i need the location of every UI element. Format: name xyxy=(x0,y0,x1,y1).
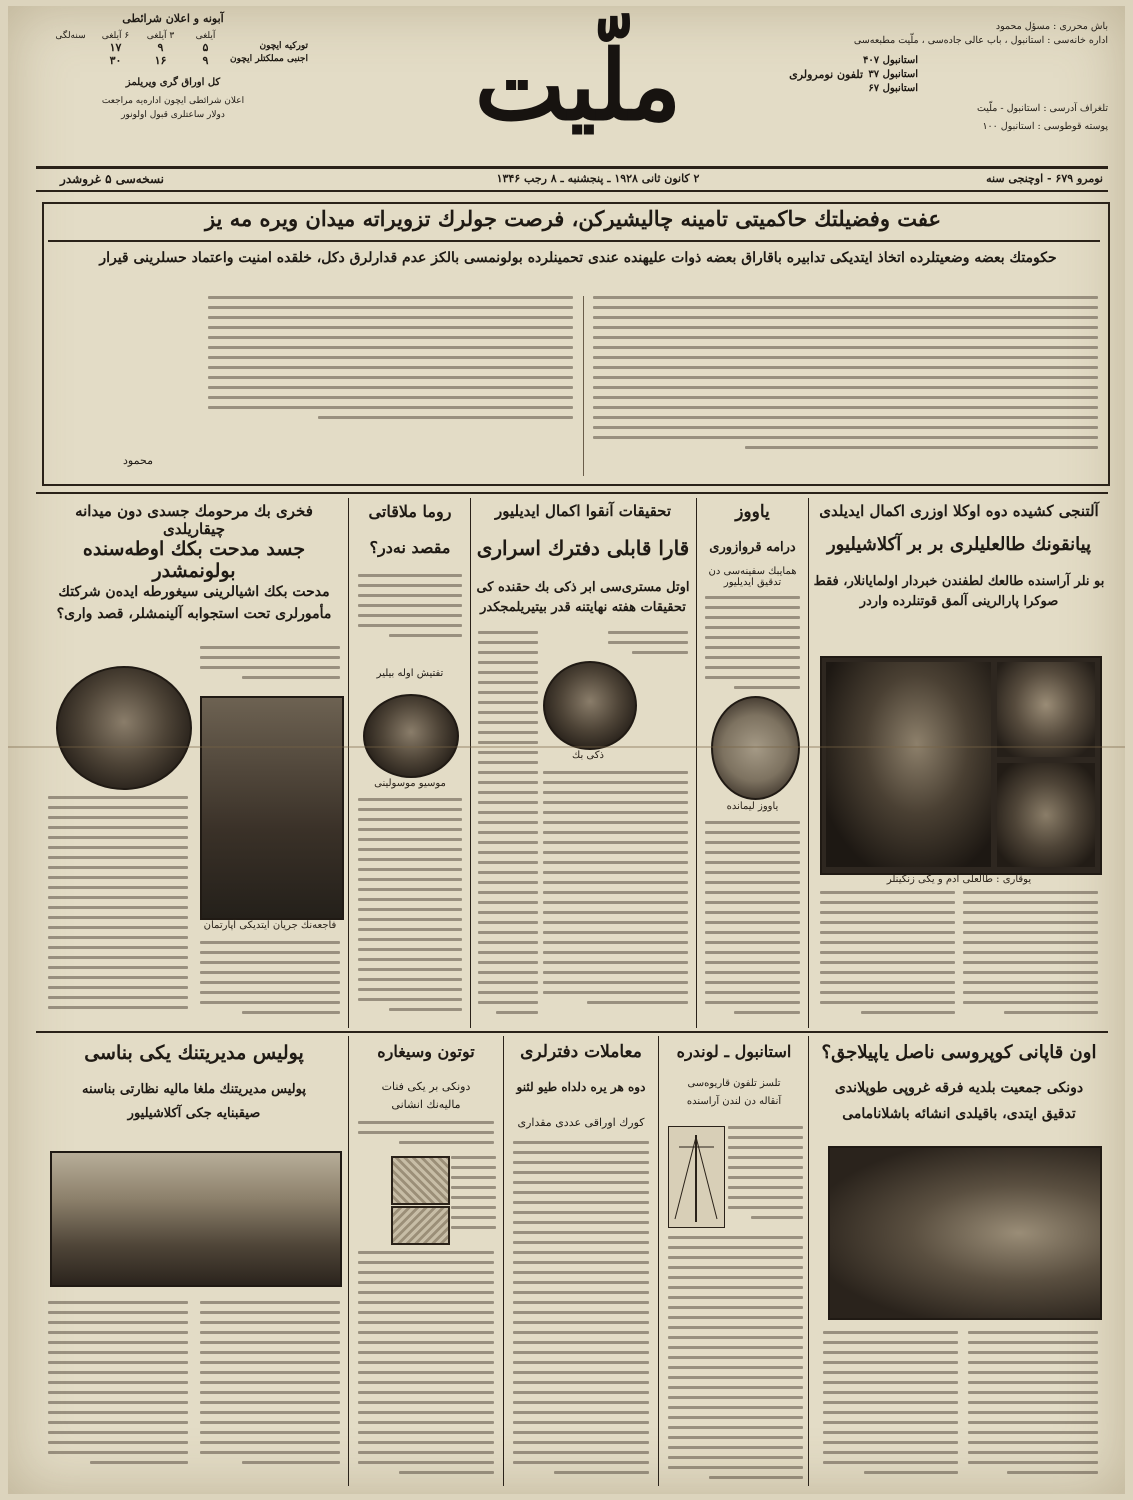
article-a5-text-3 xyxy=(200,941,340,1021)
article-b1-headline: اون قاپانی كوپروسی ناصل یاپیلاجق؟ xyxy=(821,1042,1097,1063)
column-rule xyxy=(348,1036,349,1486)
sub-row-label: اجنبی مملکتلر ایچون xyxy=(230,54,308,64)
article-b3-text xyxy=(513,1141,649,1481)
section-divider-1 xyxy=(36,492,1108,494)
article-b2-sub2: آنقاله دن لندن آراسنده xyxy=(686,1096,782,1107)
article-a1-caption: یوقاری : طالعلی آدم و یكی زنكینلر xyxy=(886,874,1032,885)
building-photo-a5 xyxy=(200,696,344,920)
article-b2-text xyxy=(728,1126,803,1226)
advert-note: اعلان شرائطی ایچون اداره‌یه مراجعت xyxy=(101,96,245,106)
telegraph-line: تلغراف آدرسی : استانبول - ملّيت xyxy=(976,103,1108,114)
article-b5-sub1: پولیس مدیریتنك ملغا مالیه نظارتی بناسنه xyxy=(82,1082,306,1097)
article-a1-sub1: پیانقونك طالعلیلری بر بر آكلاشیلیور xyxy=(826,534,1092,555)
column-rule xyxy=(658,1036,659,1486)
article-b1-text-right xyxy=(968,1331,1098,1481)
column-rule xyxy=(808,498,809,1028)
subscription-box xyxy=(38,12,308,147)
article-a3-sub2: اوتل مستری‌سی ابر ذكی بك حقنده كی تحقیقات هفته نهایتنه قدر بیتیریلمجكدر xyxy=(476,580,690,615)
article-a2-caption: یاووز لیمانده xyxy=(726,801,779,812)
editorial-text-right xyxy=(593,296,1098,476)
article-b2-headline: استانبول ـ لوندره xyxy=(676,1042,792,1061)
phone-number: استانبول ۶۷ xyxy=(868,83,919,94)
paper-fold-mark xyxy=(8,746,1125,748)
sub-value: ۱۶ xyxy=(154,54,167,67)
sub-header-2: ۳ آیلغی xyxy=(146,31,175,41)
article-a4-text-2 xyxy=(358,798,462,1023)
phones-label: تلفون نومرولری xyxy=(789,68,863,81)
column-rule xyxy=(808,1036,809,1486)
article-a3-caption: ذكی بك xyxy=(572,750,604,761)
article-a5-text xyxy=(48,796,188,1016)
article-a3-text xyxy=(478,631,538,1021)
article-a4-headline: روما ملاقاتی xyxy=(368,502,452,521)
article-a3-text-3 xyxy=(543,771,688,1021)
article-b5-sub2: صیقبنایه جكی آكلاشیلیور xyxy=(127,1106,261,1121)
article-a2-headline: یاووز xyxy=(735,502,770,522)
date-divider xyxy=(36,190,1108,192)
phone-number: استانبول ۴۰۷ xyxy=(863,55,919,66)
article-b4-headline: توتون وسیغاره xyxy=(377,1042,475,1061)
article-b5-text-left xyxy=(48,1301,188,1481)
article-b4-text-2 xyxy=(451,1156,496,1236)
advert-note-2: دولار ساعتلری قبول اولونور xyxy=(121,110,225,120)
masthead-title: ملّيت xyxy=(474,29,682,142)
post-line: پوسته قوطوسی : استانبول ۱۰۰ xyxy=(982,121,1108,132)
portrait-photo-a4 xyxy=(363,694,459,778)
column-rule xyxy=(503,1036,504,1486)
sub-value: ۹ xyxy=(202,54,209,67)
issue-date: ۲ كانون ثانی ۱۹۲۸ ـ پنجشنبه ـ ۸ رجب ۱۳۴۶ xyxy=(496,172,700,185)
cigarette-box-image xyxy=(391,1156,450,1205)
phones-block xyxy=(778,54,1108,96)
column-rule xyxy=(348,498,349,1028)
sub-header-1: آیلغی xyxy=(195,31,216,41)
portrait-photo-a5 xyxy=(56,666,192,790)
column-rule xyxy=(696,498,697,1028)
article-a5-sub1: جسد مدحت بكك اوطه‌سنده بولونمشدر xyxy=(82,538,306,582)
editorial-rule xyxy=(48,240,1100,242)
article-b1-sub2: تدقیق ایتدی، باقیلدی انشائه باشلانامامی xyxy=(842,1106,1076,1122)
article-b4-text xyxy=(358,1121,494,1151)
subscription-headers xyxy=(38,31,308,41)
sub-header-4: سنه‌لگی xyxy=(55,31,86,41)
subscription-box-title: آبونه و اعلان شرائطی xyxy=(122,12,224,25)
article-a2-sub1: درامه قروازوری xyxy=(709,540,796,555)
article-a5-caption: فاجعه‌نك جریان ایتدیكی آپارتمان xyxy=(203,920,337,931)
article-b1-sub1: دونكی جمعیت بلدیه فرقه غروپی طوپلاندی xyxy=(834,1080,1084,1096)
article-b4-sub2: مالیه‌نك انشانی xyxy=(391,1098,461,1111)
price-label: نسخه‌سی ۵ غروشدر xyxy=(60,172,164,186)
article-a4-sub1: مقصد نه‌در؟ xyxy=(369,538,451,557)
article-b5-headline: پولیس مدیریتنك یكی بناسی xyxy=(84,1042,304,1064)
article-b1-text-left xyxy=(823,1331,958,1481)
article-a4-text xyxy=(358,574,462,644)
editorial-column-rule xyxy=(583,296,584,476)
editorial-subheadline: حكومتك بعضه وضعیتلرده اتخاذ ایتدیكی تدابیره باقاراق بعضه ذوات علیهنده عندی تحمینلرده بولونمسی بالكز عدم قدارلرق دكل، خلقده امنیت واعتماد حسلرینی قیرار xyxy=(99,250,1057,266)
article-a1-text-2 xyxy=(820,891,955,1021)
article-a2-text xyxy=(705,596,800,691)
radio-tower-icon xyxy=(669,1127,724,1227)
sub-value: ۳۰ xyxy=(109,54,122,67)
article-a5-text-2 xyxy=(200,646,340,686)
article-a1-headline: آلتنجی كشیده دوه اوكلا اوزری اكمال ایدیلدی xyxy=(819,502,1099,520)
subscription-note: کل اوراق گری ویریلمز xyxy=(125,77,221,88)
building-photo-b5 xyxy=(50,1151,342,1287)
sub-value: ۱۷ xyxy=(109,41,122,54)
article-a1-text xyxy=(963,891,1098,1021)
subscription-row-1 xyxy=(38,41,308,54)
photo-a1-bottom xyxy=(997,763,1095,867)
article-b4-text-3 xyxy=(358,1251,494,1481)
phone-number: استانبول ۳۷ xyxy=(868,69,919,80)
photo-a1-main xyxy=(826,662,991,867)
editorial-text-left xyxy=(208,296,573,446)
issue-number: نومرو ۶۷۹ - اوچنجی سنه xyxy=(986,172,1103,185)
sub-value: ۹ xyxy=(157,41,164,54)
address-line: اداره خانه‌سی : استانبول ، باب عالی جاده‌سی ، ملّيت مطبعه‌سی xyxy=(853,35,1108,46)
article-b4-sub1: دونكی بر یكی فنات xyxy=(381,1080,471,1093)
article-a5-sub2: مدحت بكك اشیالرینی سیغورطه ایده‌ن شركتك مأمورلری تحت استجوابه آلینمشلر، قصد واری؟ xyxy=(56,584,332,622)
article-a2-sub2: همایبك سفینه‌سی دن تدقیق ایدیلیور xyxy=(708,566,797,588)
section-divider-2 xyxy=(36,1031,1108,1033)
subscription-row-2 xyxy=(38,54,308,67)
editorial-signature: محمود xyxy=(123,454,153,467)
photo-a1-top xyxy=(997,662,1095,757)
ship-photo-a2 xyxy=(711,696,800,800)
masthead-divider xyxy=(36,166,1108,169)
editorial-headline: عفت وفضیلتك حاكمیتی تامینه چالیشیركن، فرصت جولرك تزویراته میدان ویره مه یز xyxy=(204,206,942,231)
article-a2-text-2 xyxy=(705,821,800,1021)
article-a3-sub1: قارا قابلی دفترك اسراری xyxy=(476,536,690,560)
meeting-photo-b1 xyxy=(828,1146,1102,1320)
editor-line: باش محرری : مسؤل محمود xyxy=(995,21,1108,32)
article-a3-headline: تحقیقات آنقوا اكمال ایدیلیور xyxy=(494,502,672,520)
group-photo-a1 xyxy=(820,656,1102,875)
article-a3-text-2 xyxy=(608,631,688,661)
column-rule xyxy=(470,498,471,1028)
article-a4-caption: موسیو موسولینی xyxy=(374,778,446,789)
article-a4-sub2: تفتیش اوله بیلیر xyxy=(376,668,444,679)
radio-tower-image xyxy=(668,1126,725,1228)
portrait-photo-a3 xyxy=(543,661,637,750)
article-b2-text-2 xyxy=(668,1236,803,1481)
sub-header-3: ۶ آیلغی xyxy=(101,31,130,41)
article-b3-headline: معاملات دفترلری xyxy=(520,1042,642,1062)
article-a5-headline: فخری بك مرحومك جسدی دون میدانه چیقاریلدی xyxy=(75,502,313,538)
newspaper-page xyxy=(8,6,1125,1494)
article-b5-text-right xyxy=(200,1301,340,1481)
article-b3-sub1: دوه هر یره دلداه طیو لئنو xyxy=(516,1080,646,1094)
article-b3-sub2: كورك اوراقی عددی مقداری xyxy=(517,1116,645,1129)
sub-row-label: تورکیه ایچون xyxy=(259,41,308,51)
masthead-info-box xyxy=(778,20,1108,160)
sub-value: ۵ xyxy=(202,41,209,54)
article-a1-sub2: بو نلر آراسنده طالعك لطفندن خبردار اولمایانلار، فقط صوكرا پارالرینی آلمق قوتنلرده واردر xyxy=(813,574,1105,609)
article-b2-sub1: تلسز تلفون قاریوه‌سی xyxy=(687,1078,781,1089)
cigarette-box-image-2 xyxy=(391,1206,450,1245)
